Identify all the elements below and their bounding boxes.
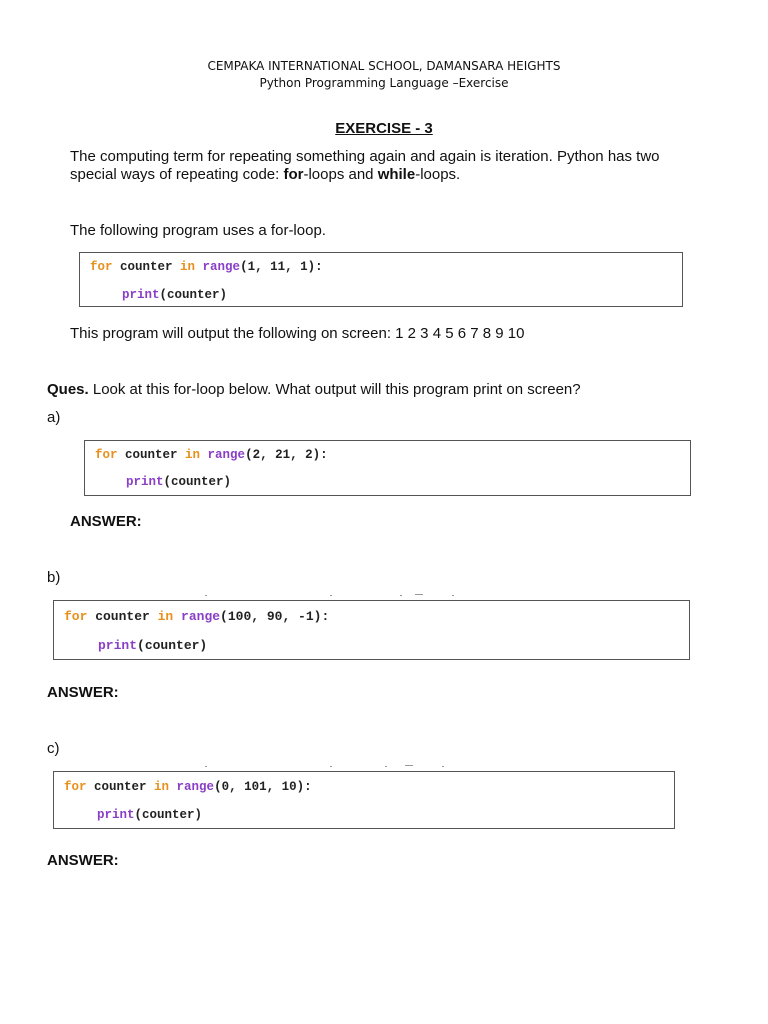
question-text (47, 381, 581, 399)
code-for: for (64, 609, 88, 624)
intro-text: special ways of repeating code: (70, 166, 284, 183)
code-in: in (154, 780, 170, 794)
code-print-args: (counter) (159, 288, 228, 302)
answer-c: ANSWER: (47, 852, 119, 869)
code-var: counter (87, 609, 158, 624)
code-print-args: (counter) (134, 808, 203, 822)
while-keyword-text: while (377, 166, 416, 183)
code-for: for (95, 448, 118, 462)
code-line-1 (95, 448, 328, 462)
code-args: (2, 21, 2): (245, 448, 328, 462)
code-for: for (90, 260, 113, 274)
part-a-label: a) (47, 409, 61, 426)
code-for: for (64, 780, 87, 794)
code-var: counter (117, 448, 186, 462)
code-args: (1, 11, 1): (240, 260, 323, 274)
code-box-c (53, 771, 675, 829)
code-print: print (98, 638, 138, 653)
code-var: counter (86, 780, 155, 794)
code-range: range (169, 780, 215, 794)
code-print: print (97, 808, 135, 822)
question-body: Look at this for-loop below. What output will this program print on screen? (88, 381, 581, 398)
code-line-1 (64, 609, 329, 624)
code-range: range (195, 260, 241, 274)
code-args: (0, 101, 10): (214, 780, 312, 794)
code-print: print (122, 288, 160, 302)
code-box-a (84, 440, 691, 496)
code-in: in (157, 609, 174, 624)
answer-b: ANSWER: (47, 684, 119, 701)
code-line-2 (98, 638, 207, 653)
document-subtitle: Python Programming Language –Exercise (259, 76, 509, 90)
code-range: range (173, 609, 221, 624)
code-line-2 (122, 288, 227, 302)
code-in: in (185, 448, 201, 462)
exercise-title-text: EXERCISE - 3 (335, 120, 433, 137)
intro-line-2 (70, 166, 750, 184)
code-var: counter (112, 260, 181, 274)
for-keyword-text: for (283, 166, 304, 183)
code-line-1 (90, 260, 323, 274)
code-range: range (200, 448, 246, 462)
code-print-args: (counter) (163, 475, 232, 489)
question-label: Ques. (47, 381, 89, 398)
exercise-title (0, 120, 768, 137)
output-text: This program will output the following on screen: 1 2 3 4 5 6 7 8 9 10 (70, 325, 525, 342)
example-code-box (79, 252, 683, 307)
answer-a: ANSWER: (70, 513, 142, 530)
code-line-1 (64, 780, 312, 794)
code-line-2 (97, 808, 202, 822)
code-box-b (53, 600, 690, 660)
school-name: CEMPAKA INTERNATIONAL SCHOOL, DAMANSARA HEIGHTS (207, 59, 561, 73)
code-line-2 (126, 475, 231, 489)
following-text: The following program uses a for-loop. (70, 222, 326, 239)
code-args: (100, 90, -1): (220, 609, 330, 624)
intro-text: -loops and (303, 166, 378, 183)
code-print: print (126, 475, 164, 489)
intro-line-1: The computing term for repeating something again and again is iteration. Python has two (70, 148, 660, 165)
part-c-label: c) (47, 740, 60, 757)
code-print-args: (counter) (137, 638, 208, 653)
part-b-label: b) (47, 569, 61, 586)
code-in: in (180, 260, 196, 274)
intro-text: -loops. (415, 166, 461, 183)
